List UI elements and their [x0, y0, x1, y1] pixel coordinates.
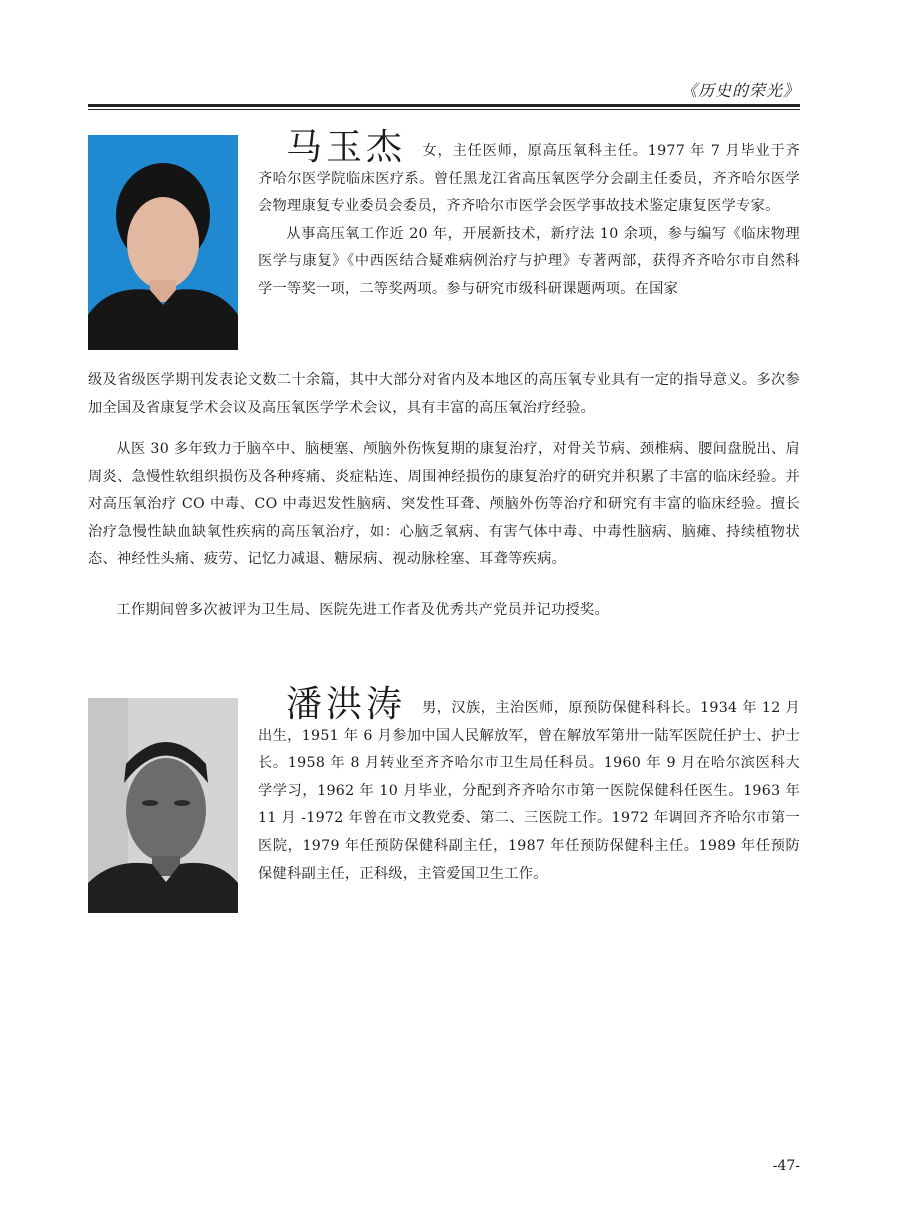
bio-paragraph-text: 工作期间曾多次被评为卫生局、医院先进工作者及优秀共产党员并记功授奖。 — [116, 602, 609, 618]
person-name: 潘洪涛 — [286, 684, 407, 725]
bio-paragraph: 从事高压氧工作近 20 年，开展新技术，新疗法 10 余项，参与编写《临床物理医学与康复》《中西医结合疑难病例治疗与护理》专著两部，获得齐齐哈尔市自然科学一等奖一项，二等奖两项。参与研究市级科研课题两项。在国家 — [258, 225, 800, 297]
bio-pan-hongtao — [258, 684, 800, 888]
bio-paragraph — [88, 597, 800, 625]
bio-intro: 女，主任医师，原高压氧科主任。1977 年 7 月毕业于齐齐哈尔医学院临床医疗系。曾任黑龙江省高压氧医学分会副主任委员，齐齐哈尔医学会物理康复专业委员会委员，齐齐哈尔市医学会医学事故技术鉴定康复医学专家。 — [258, 143, 800, 215]
header-rule-thick — [88, 104, 800, 107]
bio-paragraph-continued: 级及省级医学期刊发表论文数二十余篇，其中大部分对省内及本地区的高压氧专业具有一定的指导意义。多次参加全国及省康复学术会议及高压氧医学学术会议，具有丰富的高压氧治疗经验。 — [88, 372, 800, 416]
person-name: 马玉杰 — [286, 127, 407, 168]
bio-ma-yujie — [258, 127, 800, 304]
portrait-photo-pan-hongtao — [88, 698, 238, 913]
header-rule-thin — [88, 109, 800, 110]
bio-paragraph — [88, 436, 800, 574]
bio-paragraph-text: 从医 30 多年致力于脑卒中、脑梗塞、颅脑外伤恢复期的康复治疗，对骨关节病、颈椎病、腰间盘脱出、肩周炎、急慢性软组织损伤及各种疼痛、炎症粘连、周围神经损伤的康复治疗的研究并积累了丰富的临床经验。并对高压氧治疗 CO 中毒、CO 中毒迟发性脑病、突发性耳聋、颅脑外伤等治疗和研究有丰富的临床经验。擅长治疗急慢性缺血缺氧性疾病的高压氧治疗，如：心脑乏氧病、有害气体中毒、中毒性脑病、脑瘫、持续植物状态、神经性头痛、疲劳、记忆力减退、糖尿病、视动脉栓塞、耳聋等疾病。 — [88, 441, 800, 568]
portrait-photo-ma-yujie — [88, 135, 238, 350]
running-header-title: 《历史的荣光》 — [680, 81, 800, 100]
page-number: -47- — [772, 1158, 800, 1174]
bio-intro: 男，汉族，主治医师，原预防保健科科长。1934 年 12 月出生，1951 年 6 月参加中国人民解放军，曾在解放军第卅一陆军医院任护士、护士长。1958 年 8 月转业至齐齐哈尔市卫生局任科员。1960 年 9 月在哈尔滨医科大学学习，1962 年 10 月毕业，分配到齐齐哈尔市第一医院保健科任医生。1963 年 11 月 -1972 年曾在市文教党委、第二、三医院工作。1972 年调回齐齐哈尔市第一医院，1979 年任预防保健科副主任，1987 年任预防保健科主任。1989 年任预防保健科副主任，正科级，主管爱国卫生工作。 — [258, 700, 800, 882]
